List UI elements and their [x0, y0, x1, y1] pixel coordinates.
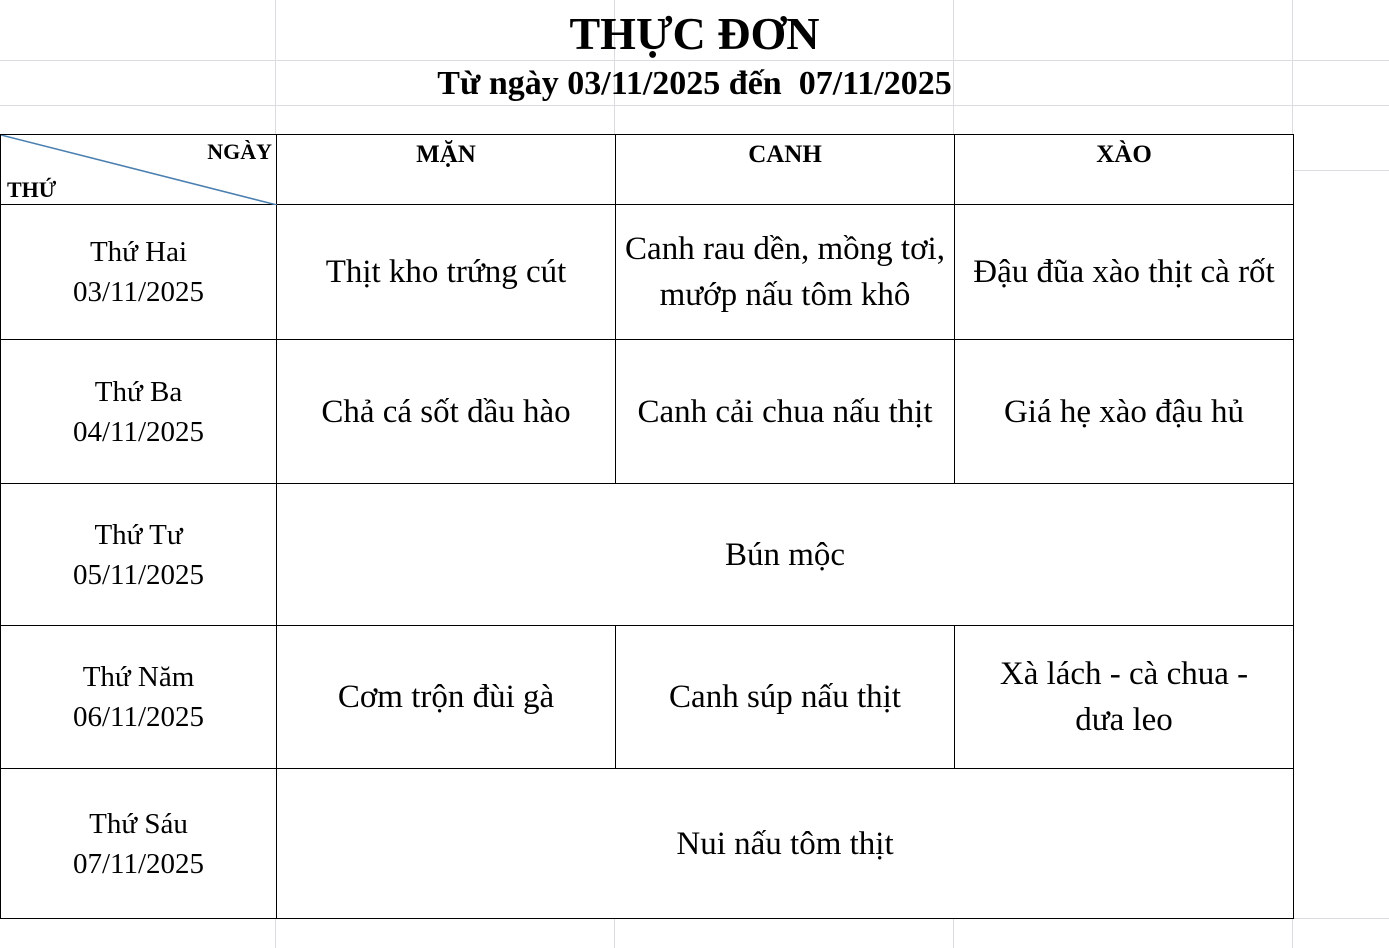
- date-label: 07/11/2025: [72, 847, 205, 880]
- corner-header-cell: [1, 135, 277, 205]
- column-header-man: MẶN: [277, 135, 616, 205]
- dish-xao: Đậu đũa xào thịt cà rốt: [955, 205, 1294, 340]
- dish-man: Thịt kho trứng cút: [277, 205, 616, 340]
- day-cell: [1, 626, 277, 769]
- date-label: 06/11/2025: [72, 701, 205, 733]
- page-title: THỰC ĐƠN: [569, 8, 820, 59]
- date-label: 05/11/2025: [72, 558, 205, 591]
- column-header-xao: XÀO: [955, 135, 1294, 205]
- dish-canh: Canh súp nấu thịt: [616, 626, 955, 769]
- dish-combined: Nui nấu tôm thịt: [277, 769, 1294, 919]
- dish-canh: Canh cải chua nấu thịt: [616, 340, 955, 484]
- weekday-label: Thứ Sáu: [89, 807, 188, 840]
- date-label: 03/11/2025: [72, 276, 205, 308]
- day-cell: [1, 769, 277, 919]
- dish-man: Cơm trộn đùi gà: [277, 626, 616, 769]
- corner-weekday-label: THỨ: [7, 177, 57, 202]
- table-row: [1, 626, 1294, 769]
- column-header-canh: CANH: [616, 135, 955, 205]
- weekday-label: Thứ Năm: [82, 661, 195, 693]
- weekday-label: Thứ Tư: [94, 518, 183, 551]
- weekday-label: Thứ Hai: [89, 236, 188, 268]
- day-cell: [1, 484, 277, 626]
- header-row: [1, 135, 1294, 205]
- dish-xao: Giá hẹ xào đậu hủ: [955, 340, 1294, 484]
- dish-canh: Canh rau dền, mồng tơi, mướp nấu tôm khô: [616, 205, 955, 340]
- table-row: [1, 769, 1294, 919]
- dish-combined: Bún mộc: [277, 484, 1294, 626]
- table-row: [1, 205, 1294, 340]
- day-cell: [1, 340, 277, 484]
- dish-xao: Xà lách - cà chua - dưa leo: [955, 626, 1294, 769]
- menu-table: [0, 134, 1294, 919]
- date-label: 04/11/2025: [72, 415, 205, 448]
- day-cell: [1, 205, 277, 340]
- date-range: Từ ngày 03/11/2025 đến 07/11/2025: [437, 65, 952, 102]
- gridline: [0, 105, 1389, 106]
- dish-man: Chả cá sốt dầu hào: [277, 340, 616, 484]
- table-row: [1, 340, 1294, 484]
- weekday-label: Thứ Ba: [94, 375, 183, 408]
- corner-day-label: NGÀY: [207, 139, 272, 164]
- table-row: [1, 484, 1294, 626]
